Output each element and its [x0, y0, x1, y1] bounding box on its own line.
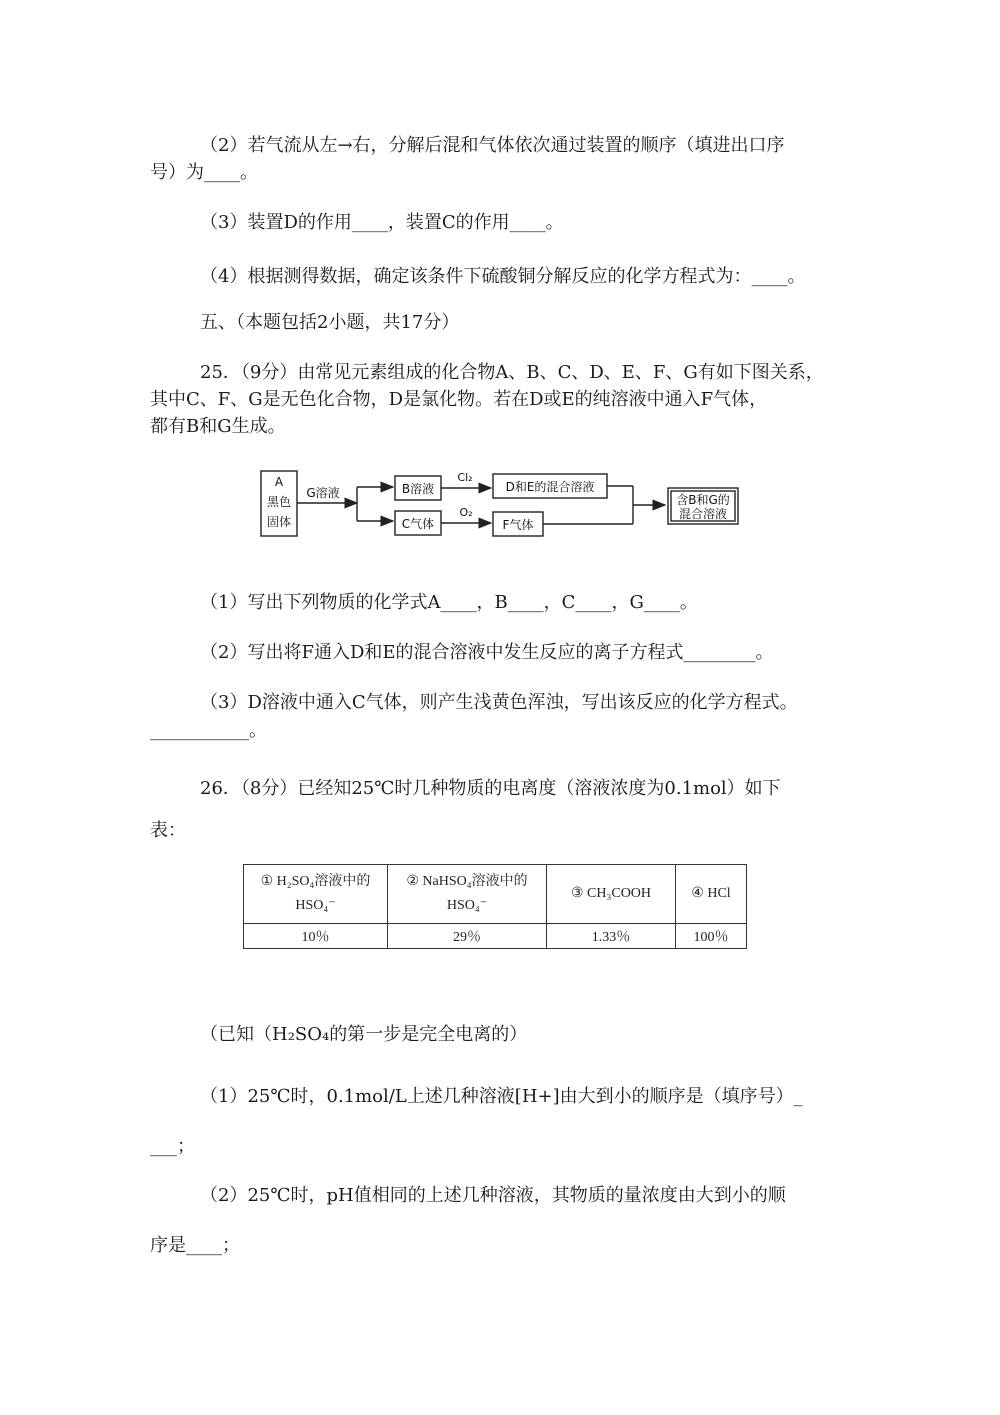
q26-part2-line1: （2）25℃时，pH值相同的上述几种溶液，其物质的量浓度由大到小的顺 — [200, 1185, 786, 1206]
q25-part2: （2）写出将F通入D和E的混合溶液中发生反应的离子方程式________。 — [200, 642, 774, 663]
box-de-label: D和E的混合溶液 — [505, 480, 595, 494]
q25-line3: 都有B和G生成。 — [150, 416, 286, 437]
box-final-label-1: 含B和G的 — [676, 493, 730, 507]
header-ion: HSO₄⁻ — [446, 898, 488, 913]
q25-line2: 其中C、F、G是无色化合物，D是氯化物。若在D或E的纯溶液中通入F气体， — [150, 389, 768, 410]
q26-note: （已知（H₂SO₄的第一步是完全电离的） — [200, 1024, 528, 1045]
q26-line2: 表： — [150, 820, 186, 841]
q25-part3-line1: （3）D溶液中通入C气体，则产生浅黄色浑浊，写出该反应的化学方程式。 — [200, 692, 798, 713]
box-a-label-mid: 黑色 — [266, 495, 292, 509]
table-cell: 29％ — [388, 924, 547, 949]
q26-line1: 26．（8分）已经知25℃时几种物质的电离度（溶液浓度为0.1mol）如下 — [200, 778, 781, 799]
arrow-cl2-label: Cl₂ — [457, 471, 473, 484]
header-number: ③ — [570, 886, 584, 901]
table-cell: 10％ — [244, 924, 388, 949]
table-header-cell — [244, 865, 388, 924]
arrow-o2-label: O₂ — [459, 506, 473, 519]
section-five-heading: 五、（本题包括2小题，共17分） — [200, 312, 460, 333]
header-ion: HSO₄⁻ — [295, 898, 336, 913]
arrow-g-solution-label: G溶液 — [306, 486, 340, 500]
q24-part2-line1: （2）若气流从左→右，分解后混和气体依次通过装置的顺序（填进出口序 — [200, 135, 785, 156]
table-header-cell — [676, 865, 747, 924]
table-value-row — [244, 924, 747, 949]
box-b-label: B溶液 — [401, 482, 435, 496]
reaction-flow-diagram — [0, 0, 1000, 560]
header-formula: HCl — [707, 886, 731, 901]
box-f-label: F气体 — [502, 518, 534, 532]
header-formula: H₂SO₄溶液中的 — [276, 874, 371, 889]
q25-part1: （1）写出下列物质的化学式A____，B____，C____，G____。 — [200, 592, 698, 613]
q25-line1: 25．（9分）由常见元素组成的化合物A、B、C、D、E、F、G有如下图关系， — [200, 362, 824, 383]
box-final-label-2: 混合溶液 — [678, 507, 728, 521]
table-cell: 100％ — [676, 924, 747, 949]
q24-part3: （3）装置D的作用____，装置C的作用____。 — [200, 212, 564, 233]
q24-part4: （4）根据测得数据，确定该条件下硫酸铜分解反应的化学方程式为：____。 — [200, 266, 806, 287]
header-formula: NaHSO₄溶液中的 — [422, 874, 528, 889]
q26-part1-line2: ___； — [150, 1136, 195, 1157]
q25-part3-line2: ___________。 — [150, 720, 267, 741]
header-formula: CH₃COOH — [587, 886, 652, 901]
q26-part1-line1: （1）25℃时，0.1mol/L上述几种溶液[H+]由大到小的顺序是（填序号）_ — [200, 1086, 803, 1107]
table-cell: 1.33％ — [547, 924, 676, 949]
header-number: ④ — [691, 886, 704, 901]
table-header-row — [244, 865, 747, 924]
q26-part2-line2: 序是____； — [150, 1235, 240, 1256]
q24-part2-line2: 号）为____。 — [150, 162, 258, 183]
table-header-cell — [388, 865, 547, 924]
table-header-cell — [547, 865, 676, 924]
header-number: ② — [406, 874, 419, 889]
box-a-label-top: A — [274, 475, 284, 489]
header-number: ① — [260, 874, 274, 889]
ionization-table — [243, 864, 747, 949]
box-a-label-bot: 固体 — [266, 515, 292, 529]
box-c-label: C气体 — [401, 517, 435, 531]
